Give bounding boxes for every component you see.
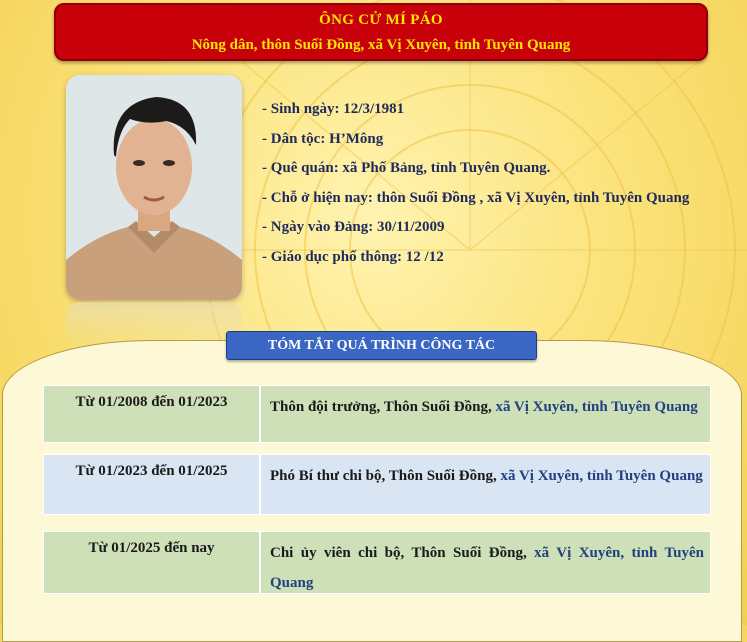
info-birthdate: - Sinh ngày: 12/3/1981 bbox=[262, 101, 405, 117]
person-name: ÔNG CỬ MÍ PÁO bbox=[319, 12, 443, 28]
portrait-photo bbox=[66, 75, 242, 300]
info-residence: - Chỗ ở hiện nay: thôn Suối Đồng , xã Vị Xuyên, tỉnh Tuyên Quang bbox=[262, 189, 690, 206]
career-place: xã Vị Xuyên, tỉnh Tuyên Quang bbox=[270, 545, 705, 591]
info-ethnicity: - Dân tộc: H’Mông bbox=[262, 130, 384, 147]
career-row bbox=[43, 385, 711, 443]
career-row bbox=[43, 454, 711, 515]
personal-info bbox=[262, 99, 689, 276]
profile-header bbox=[54, 3, 708, 61]
career-description bbox=[261, 455, 710, 514]
career-row bbox=[43, 531, 711, 594]
career-period: Từ 01/2023 đến 01/2025 bbox=[44, 455, 261, 514]
career-role: Phó Bí thư chi bộ, Thôn Suối Đồng, bbox=[270, 468, 501, 484]
career-place: xã Vị Xuyên, tỉnh Tuyên Quang bbox=[500, 468, 703, 484]
info-education: - Giáo dục phổ thông: 12 /12 bbox=[262, 248, 444, 265]
section-title: TÓM TẮT QUÁ TRÌNH CÔNG TÁC bbox=[226, 331, 537, 360]
career-period: Từ 01/2008 đến 01/2023 bbox=[44, 386, 261, 442]
career-place: xã Vị Xuyên, tỉnh Tuyên Quang bbox=[495, 399, 698, 415]
person-subtitle: Nông dân, thôn Suối Đồng, xã Vị Xuyên, tỉnh Tuyên Quang bbox=[191, 37, 571, 53]
info-party-date: - Ngày vào Đảng: 30/11/2009 bbox=[262, 219, 445, 235]
career-description bbox=[261, 386, 710, 442]
career-description bbox=[261, 532, 710, 593]
career-period: Từ 01/2025 đến nay bbox=[44, 532, 261, 593]
career-role: Chi ủy viên chi bộ, Thôn Suối Đồng, bbox=[270, 545, 535, 561]
career-role: Thôn đội trưởng, Thôn Suối Đồng, bbox=[270, 399, 496, 415]
info-hometown: - Quê quán: xã Phố Bảng, tỉnh Tuyên Quang. bbox=[262, 160, 551, 176]
